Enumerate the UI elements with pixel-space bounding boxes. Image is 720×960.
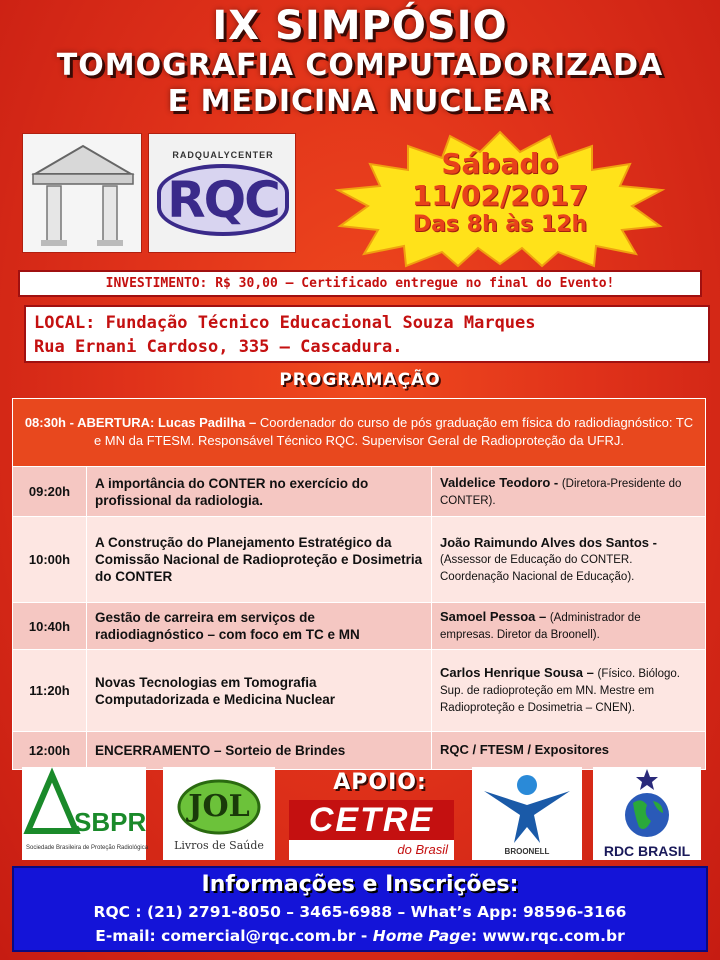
cetre-logo [289, 800, 454, 860]
speaker-description: (Assessor de Educação do CONTER. Coordenação Nacional de Educação). [440, 553, 635, 583]
rqc-logo-caption: RADQUALYCENTER [172, 150, 274, 160]
home-page-label: Home Page [372, 927, 471, 945]
info-box [12, 866, 708, 952]
session-topic: A importância do CONTER no exercício do profissional da radiologia. [87, 467, 432, 517]
table-row [13, 650, 706, 732]
speaker-name: Valdelice Teodoro - [440, 474, 562, 490]
rdc-logo [593, 767, 701, 860]
sbpr-logo [22, 767, 149, 860]
event-day: Sábado [441, 147, 559, 180]
speaker-description: (Físico. Biólogo. Sup. de radioproteção em MN. Mestre em Radioproteção e Dosimetria – CNEN). [440, 668, 680, 714]
speaker-description: (Diretora-Presidente do CONTER). [440, 477, 682, 507]
event-date-value: 11/02/2017 [411, 179, 589, 212]
session-topic: Gestão de carreira em serviços de radiodiagnóstico – com foco em TC e MN [87, 603, 432, 650]
table-row [13, 517, 706, 603]
rqc-logo-text: RQC [157, 164, 289, 236]
session-time: 10:00h [13, 517, 87, 603]
broonell-name: BROONELL [504, 847, 550, 856]
title-line-2: TOMOGRAFIA COMPUTADORIZADA [56, 48, 664, 83]
jol-logo [163, 767, 275, 860]
table-row [13, 732, 706, 770]
session-speaker [432, 517, 706, 603]
session-topic: Novas Tecnologias em Tomografia Computadorizada e Medicina Nuclear [87, 650, 432, 732]
investment-banner: INVESTIMENTO: R$ 30,00 – Certificado entregue no final do Evento! [18, 270, 702, 297]
speaker-name: João Raimundo Alves dos Santos - [440, 534, 657, 550]
session-speaker [432, 732, 706, 770]
jol-name: JOL [188, 789, 250, 824]
session-topic: A Construção do Planejamento Estratégico da Comissão Nacional de Radioproteção e Dosimetria do CONTER [87, 517, 432, 603]
program-title: PROGRAMAÇÃO [279, 370, 441, 390]
info-title: Informações e Inscrições: [201, 872, 519, 897]
table-row [13, 467, 706, 517]
contact-web [14, 924, 706, 948]
temple-icon [23, 134, 143, 254]
speaker-name: RQC / FTESM / Expositores [440, 742, 610, 757]
cetre-subtitle: do Brasil [397, 842, 448, 857]
rdc-name: RDC BRASIL [603, 843, 691, 859]
opening-cell [13, 399, 706, 467]
session-time: 11:20h [13, 650, 87, 732]
session-speaker [432, 467, 706, 517]
sbpr-name: SBPR [74, 807, 147, 837]
session-time: 10:40h [13, 603, 87, 650]
opening-description: Coordenador do curso de pós graduação em física do radiodiagnóstico: TC e MN da FTESM. Responsável Técnico RQC. Supervisor Geral de Radioproteção da UFRJ. [93, 414, 694, 448]
jol-subtitle: Livros de Saúde [174, 839, 264, 852]
location-box [24, 305, 710, 363]
speaker-name: Carlos Henrique Sousa – [440, 665, 598, 680]
location-line-1: LOCAL: Fundação Técnico Educacional Souza Marques [34, 313, 536, 333]
contact-phones: RQC : (21) 2791-8050 – 3465-6988 – What’s App: 98596-3166 [93, 903, 627, 921]
home-page-link[interactable]: : www.rqc.com.br [470, 927, 625, 945]
session-speaker [432, 603, 706, 650]
speaker-name: Samoel Pessoa – [440, 609, 550, 624]
email-link[interactable]: comercial@rqc.com.br - [155, 927, 373, 945]
session-speaker [432, 650, 706, 732]
session-time: 09:20h [13, 467, 87, 517]
opening-title: 08:30h - ABERTURA: Lucas Padilha – [24, 414, 257, 430]
location-line-2: Rua Ernani Cardoso, 335 – Cascadura. [34, 337, 403, 357]
support-title: APOIO: [333, 770, 427, 795]
temple-logo [22, 133, 142, 253]
event-date [330, 148, 670, 238]
speaker-description: (Administrador de empresas. Diretor da Broonell). [440, 612, 641, 641]
rqc-logo [148, 133, 296, 253]
cetre-name: CETRE [289, 800, 454, 840]
event-hours: Das 8h às 12h [412, 212, 588, 237]
program-table [12, 398, 706, 770]
broonell-logo [472, 767, 582, 860]
table-row [13, 399, 706, 467]
table-row [13, 603, 706, 650]
title-line-1: IX SIMPÓSIO [212, 3, 508, 49]
session-time: 12:00h [13, 732, 87, 770]
sbpr-subtitle: Sociedade Brasileira de Proteção Radiológica [26, 845, 149, 851]
session-topic: ENCERRAMENTO – Sorteio de Brindes [87, 732, 432, 770]
event-title [0, 4, 720, 120]
email-label: E-mail: [95, 927, 156, 945]
title-line-3: E MEDICINA NUCLEAR [167, 84, 553, 119]
